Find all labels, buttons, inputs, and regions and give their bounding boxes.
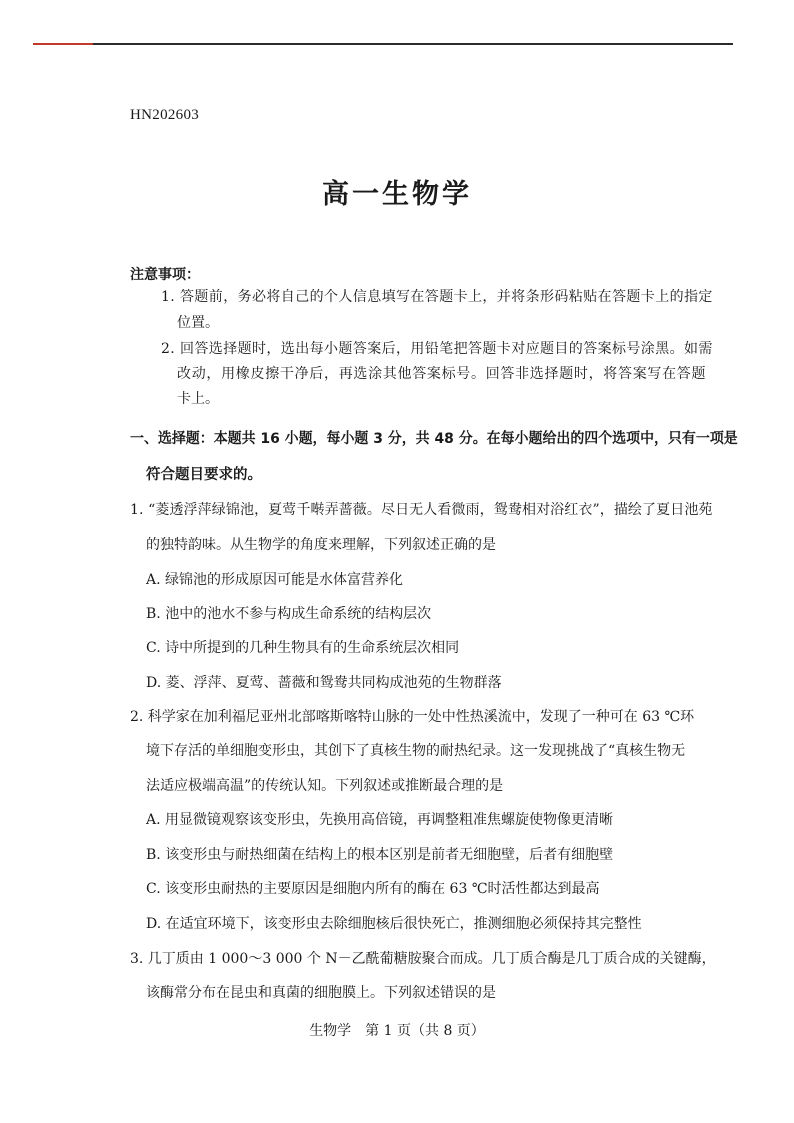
section-1-heading-line-2: 符合题目要求的。: [146, 467, 262, 483]
page-title: 高一生物学: [322, 179, 472, 210]
question-3-stem-line-1: 3. 几丁质由 1 000～3 000 个 N－乙酰葡糖胺聚合而成。几丁质合酶是几丁质合成的关键酶，: [130, 951, 716, 967]
top-border-rule: [33, 43, 733, 45]
notice-item-2-line-1: 2. 回答选择题时，选出每小题答案后，用铅笔把答题卡对应题目的答案标号涂黑。如需: [161, 341, 713, 357]
notice-item-1-line-1: 1. 答题前，务必将自己的个人信息填写在答题卡上，并将条形码粘贴在答题卡上的指定: [161, 289, 713, 305]
question-2-option-a: A. 用显微镜观察该变形虫，先换用高倍镜，再调整粗准焦螺旋使物像更清晰: [146, 812, 614, 828]
page-footer: 生物学 第 1 页（共 8 页）: [309, 1023, 485, 1039]
question-2-stem-line-2: 境下存活的单细胞变形虫，其创下了真核生物的耐热纪录。这一发现挑战了“真核生物无: [146, 743, 686, 759]
question-1-option-d: D. 菱、浮萍、夏莺、蔷薇和鸳鸯共同构成池苑的生物群落: [146, 675, 502, 691]
notice-heading: 注意事项：: [130, 267, 200, 283]
question-1-option-c: C. 诗中所提到的几种生物具有的生命系统层次相同: [146, 640, 460, 656]
question-2-stem-line-3: 法适应极端高温”的传统认知。下列叙述或推断最合理的是: [146, 778, 504, 794]
exam-code: HN202603: [130, 107, 200, 123]
notice-item-1-line-2: 位置。: [177, 315, 219, 331]
question-2-option-d: D. 在适宜环境下，该变形虫去除细胞核后很快死亡，推测细胞必须保持其完整性: [146, 916, 642, 932]
question-3-stem-line-2: 该酶常分布在昆虫和真菌的细胞膜上。下列叙述错误的是: [146, 985, 496, 1001]
notice-item-2-line-3: 卡上。: [177, 391, 219, 407]
question-1-option-a: A. 绿锦池的形成原因可能是水体富营养化: [146, 572, 404, 588]
section-1-heading-line-1: 一、选择题：本题共 16 小题，每小题 3 分，共 48 分。在每小题给出的四个选项中，只有一项是: [130, 431, 738, 447]
question-1-option-b: B. 池中的池水不参与构成生命系统的结构层次: [146, 606, 432, 622]
question-1-stem-line-1: 1. “菱透浮萍绿锦池，夏莺千啭弄蔷薇。尽日无人看微雨，鸳鸯相对浴红衣”，描绘了夏日池苑: [130, 502, 713, 518]
notice-item-2-line-2: 改动，用橡皮擦干净后，再选涂其他答案标号。回答非选择题时，将答案写在答题: [177, 366, 707, 382]
question-2-option-c: C. 该变形虫耐热的主要原因是细胞内所有的酶在 63 ℃时活性都达到最高: [146, 881, 600, 897]
question-1-stem-line-2: 的独特韵味。从生物学的角度来理解，下列叙述正确的是: [146, 537, 496, 553]
question-2-option-b: B. 该变形虫与耐热细菌在结构上的根本区别是前者无细胞壁，后者有细胞壁: [146, 847, 614, 863]
question-2-stem-line-1: 2. 科学家在加利福尼亚州北部喀斯喀特山脉的一处中性热溪流中，发现了一种可在 63 ℃环: [130, 709, 695, 725]
